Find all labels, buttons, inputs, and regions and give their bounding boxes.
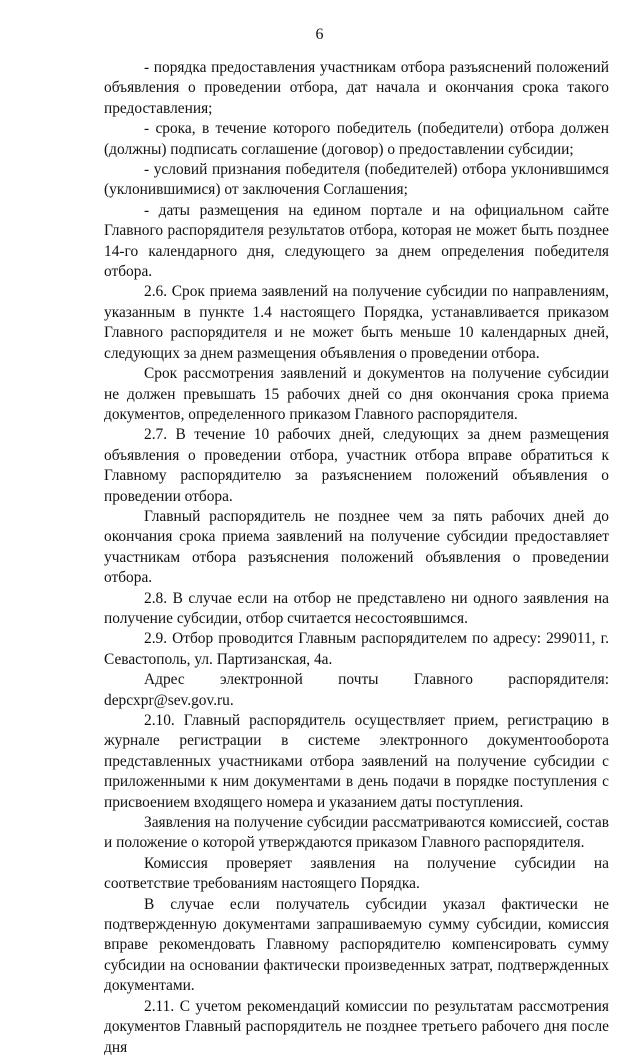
- paragraph: - условий признания победителя (победителей) отбора уклонившимся (уклонившимися) от заключения Соглашения;: [104, 161, 609, 199]
- page-number: 6: [315, 26, 324, 43]
- paragraph: 2.7. В течение 10 рабочих дней, следующих за днем размещения объявления о проведении отбора, участник отбора вправе обратиться к Главному распорядителю за разъяснением положений объявления о проведении отбора.: [104, 426, 609, 505]
- paragraph: В случае если получатель субсидии указал фактически не подтвержденную документами запрашиваемую сумму субсидии, комиссия вправе рекомендовать Главному распорядителю компенсировать сумму субсидии на основании фактически произведенных затрат, подтвержденных документами.: [104, 895, 609, 995]
- paragraph: - срока, в течение которого победитель (победители) отбора должен (должны) подписать соглашение (договор) о предоставлении субсидии;: [104, 120, 609, 158]
- paragraph: 2.9. Отбор проводится Главным распорядителем по адресу: 299011, г. Севастополь, ул. Партизанская, 4а.: [104, 630, 609, 668]
- paragraph: 2.10. Главный распорядитель осуществляет прием, регистрацию в журнале регистрации в системе электронного документооборота представленных участниками отбора заявлений на получение субсидии с приложенными к ним документами в день подачи в порядке поступления с присвоением входящего номера и указанием даты поступления.: [104, 712, 609, 811]
- paragraph: 2.6. Срок приема заявлений на получение субсидии по направлениям, указанным в пункте 1.4 настоящего Порядка, устанавливается приказом Главного распорядителя и не может быть меньше 10 календарных дней, следующих за днем размещения объявления о проведении отбора.: [104, 283, 609, 362]
- paragraph: Главный распорядитель не позднее чем за пять рабочих дней до окончания срока приема заявлений на получение субсидии предоставляет участникам отбора разъяснения положений объявления о проведении отбора.: [104, 507, 609, 587]
- paragraph: - даты размещения на едином портале и на официальном сайте Главного распорядителя результатов отбора, которая не может быть позднее 14-го календарного дня, следующего за днем определения победителя отбора.: [104, 201, 609, 281]
- paragraph: Срок рассмотрения заявлений и документов на получение субсидии не должен превышать 15 рабочих дней со дня окончания срока приема документов, определенного приказом Главного распорядителя.: [104, 365, 609, 423]
- paragraph: 2.8. В случае если на отбор не представлено ни одного заявления на получение субсидии, отбор считается несостоявшимся.: [104, 589, 609, 627]
- paragraph: - порядка предоставления участникам отбора разъяснений положений объявления о проведении отбора, дат начала и окончания срока такого предоставления;: [104, 59, 609, 117]
- paragraph: 2.11. С учетом рекомендаций комиссии по результатам рассмотрения документов Главный распорядитель не позднее третьего рабочего дня после дня: [104, 997, 609, 1056]
- document-body: [104, 58, 609, 1058]
- paragraph: Комиссия проверяет заявления на получение субсидии на соответствие требованиям настоящего Порядка.: [104, 854, 609, 893]
- paragraph: Заявления на получение субсидии рассматриваются комиссией, состав и положение о которой утверждаются приказом Главного распорядителя.: [104, 814, 609, 852]
- paragraph: Адрес электронной почты Главного распорядителя: depcxpr@sev.gov.ru.: [104, 671, 609, 709]
